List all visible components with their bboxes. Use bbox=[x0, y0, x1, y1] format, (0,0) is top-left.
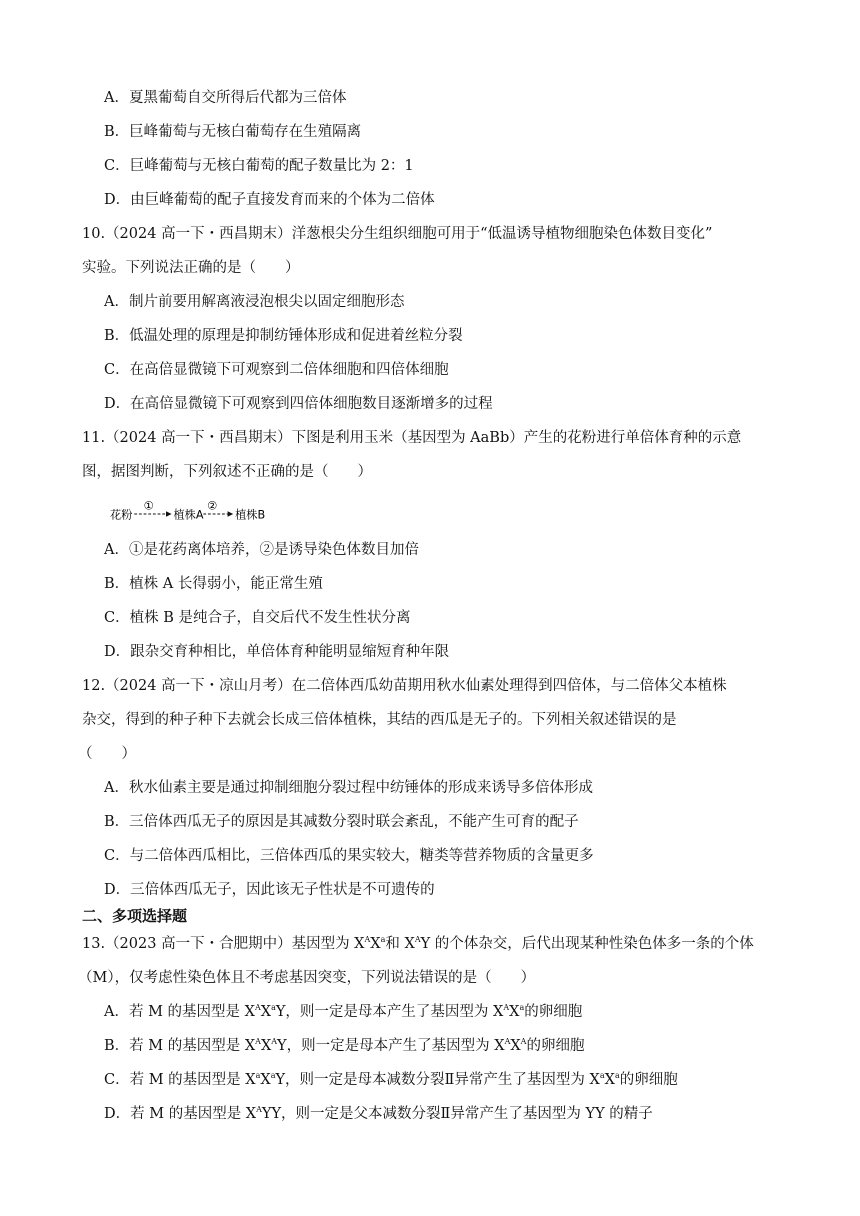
q11-stem-line2: 图，据图判断，下列叙述不正确的是（ ） bbox=[82, 464, 372, 480]
flow-arrowhead-1 bbox=[166, 511, 172, 517]
q12-option-d: D．三倍体西瓜无子，因此该无子性状是不可遗传的 bbox=[104, 882, 435, 898]
q12-stem-line1: 12.（2024 高一下・凉山月考）在二倍体西瓜幼苗期用秋水仙素处理得到四倍体，与二倍体父本植株 bbox=[82, 678, 727, 694]
q10-stem-line2: 实验。下列说法正确的是（ ） bbox=[82, 260, 300, 276]
q10-option-d: D．在高倍显微镜下可观察到四倍体细胞数目逐渐增多的过程 bbox=[104, 396, 493, 412]
q9-option-b: B．巨峰葡萄与无核白葡萄存在生殖隔离 bbox=[104, 124, 362, 140]
q9-option-c: C．巨峰葡萄与无核白葡萄的配子数量比为 2：1 bbox=[104, 158, 414, 174]
q13-option-b: B．若 M 的基因型是 $X^AX^AY$，则一定是母本产生了基因型为 $X^AX^A$的卵细胞 bbox=[104, 1037, 585, 1054]
q11-option-d: D．跟杂交育种相比，单倍体育种能明显缩短育种年限 bbox=[104, 644, 450, 660]
flow-step2-label: ② bbox=[207, 500, 218, 513]
q13-option-d: D．若 M 的基因型是 $X^AYY$，则一定是父本减数分裂Ⅱ异常产生了基因型为 YY 的精子 bbox=[104, 1105, 653, 1122]
breeding-flow-diagram bbox=[104, 500, 284, 528]
section-title-multiple-choice: 二、多项选择题 bbox=[82, 907, 188, 925]
q10-option-a: A．制片前要用解离液浸泡根尖以固定细胞形态 bbox=[104, 294, 405, 310]
q10-stem-line1: 10.（2024 高一下・西昌期末）洋葱根尖分生组织细胞可用于“低温诱导植物细胞染色体数目变化” bbox=[82, 226, 713, 242]
q12-option-a: A．秋水仙素主要是通过抑制细胞分裂过程中纺锤体的形成来诱导多倍体形成 bbox=[104, 780, 593, 796]
q9-option-d: D．由巨峰葡萄的配子直接发育而来的个体为二倍体 bbox=[104, 192, 435, 208]
flow-end-label: 植株B bbox=[235, 508, 266, 522]
q11-option-c: C．植株 B 是纯合子，自交后代不发生性状分离 bbox=[104, 610, 411, 626]
flow-start-label: 花粉 bbox=[110, 508, 133, 522]
q12-stem-line2: 杂交，得到的种子种下去就会长成三倍体植株，其结的西瓜是无子的。下列相关叙述错误的是 bbox=[82, 712, 677, 728]
flow-mid-label: 植株A bbox=[173, 508, 204, 522]
q10-option-b: B．低温处理的原理是抑制纺锤体形成和促进着丝粒分裂 bbox=[104, 328, 463, 344]
q13-stem-line2: （M），仅考虑性染色体且不考虑基因突变，下列说法错误的是（ ） bbox=[78, 970, 536, 986]
q13-option-a: A．若 M 的基因型是 $X^AX^aY$，则一定是母本产生了基因型为 $X^AX^a$的卵细胞 bbox=[104, 1003, 583, 1020]
q12-option-b: B．三倍体西瓜无子的原因是其减数分裂时联会紊乱，不能产生可育的配子 bbox=[104, 814, 579, 830]
q12-option-c: C．与二倍体西瓜相比，三倍体西瓜的果实较大，糖类等营养物质的含量更多 bbox=[104, 848, 594, 864]
q11-option-b: B．植株 A 长得弱小，能正常生殖 bbox=[104, 576, 323, 592]
q12-stem-line3: （ ） bbox=[78, 746, 136, 762]
q11-stem-line1: 11.（2024 高一下・西昌期末）下图是利用玉米（基因型为 AaBb）产生的花粉进行单倍体育种的示意 bbox=[82, 430, 742, 446]
q9-option-a: A．夏黑葡萄自交所得后代都为三倍体 bbox=[104, 90, 347, 106]
q13-option-c: C．若 M 的基因型是 $X^aX^aY$，则一定是母本减数分裂Ⅱ异常产生了基因型为 $X^aX^a$的卵细胞 bbox=[104, 1071, 678, 1088]
q10-option-c: C．在高倍显微镜下可观察到二倍体细胞和四倍体细胞 bbox=[104, 362, 449, 378]
q11-option-a: A．①是花药离体培养，②是诱导染色体数目加倍 bbox=[104, 542, 419, 558]
q13-stem-line1: 13.（2023 高一下・合肥期中）基因型为 $X^AX^a$和 $X^AY$ 的个体杂交，后代出现某种性染色体多一条的个体 bbox=[82, 935, 754, 952]
flow-arrowhead-2 bbox=[228, 511, 234, 517]
flow-step1-label: ① bbox=[143, 500, 154, 513]
